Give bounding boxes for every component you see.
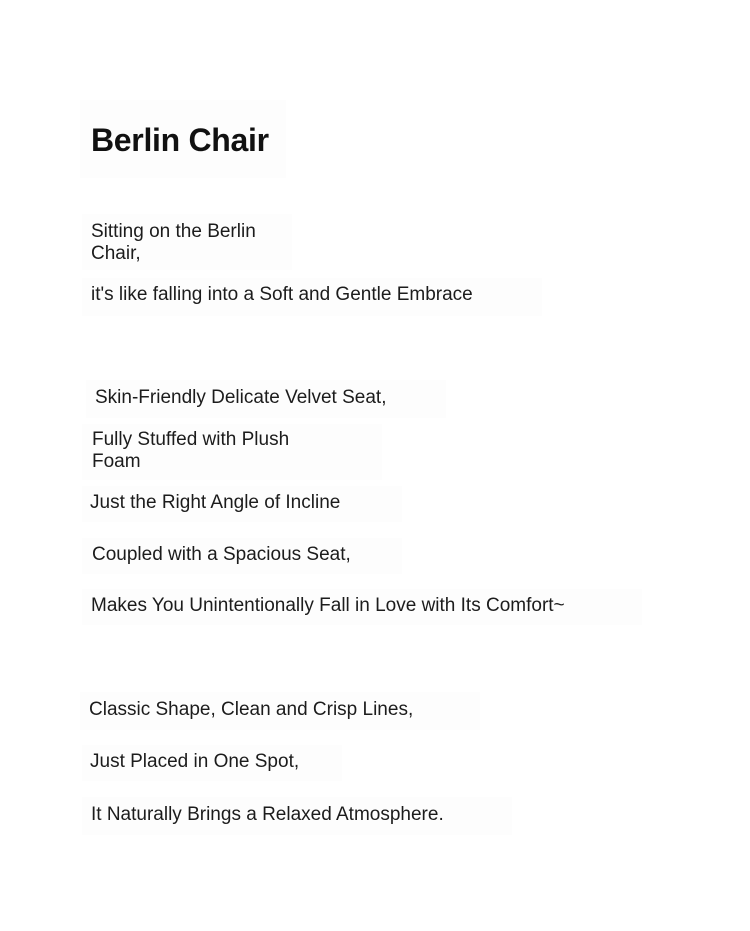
- design-line-1: Classic Shape, Clean and Crisp Lines,: [89, 699, 414, 720]
- comfort-line-2a: Fully Stuffed with Plush: [92, 429, 290, 450]
- intro-block-1: [82, 214, 292, 270]
- comfort-line-5: Makes You Unintentionally Fall in Love with Its Comfort~: [91, 595, 565, 616]
- title-block: [80, 100, 286, 178]
- comfort-block-3: [82, 486, 402, 522]
- design-line-2: Just Placed in One Spot,: [90, 751, 300, 772]
- comfort-line-2b: Foam: [92, 451, 141, 472]
- comfort-line-4: Coupled with a Spacious Seat,: [92, 544, 351, 565]
- comfort-block-5: [82, 589, 642, 625]
- comfort-block-2: [82, 424, 382, 480]
- design-block-3: [82, 797, 512, 835]
- comfort-block-4: [82, 538, 402, 574]
- comfort-block-1: [86, 380, 446, 418]
- page-title: Berlin Chair: [91, 122, 269, 158]
- design-block-1: [80, 692, 480, 730]
- design-line-3: It Naturally Brings a Relaxed Atmosphere.: [91, 804, 444, 825]
- intro-line-1b: Chair,: [91, 243, 141, 264]
- comfort-line-1: Skin-Friendly Delicate Velvet Seat,: [95, 387, 387, 408]
- intro-line-2: it's like falling into a Soft and Gentle Embrace: [91, 284, 473, 305]
- intro-line-1a: Sitting on the Berlin: [91, 221, 256, 242]
- intro-block-2: [82, 278, 542, 316]
- comfort-line-3: Just the Right Angle of Incline: [90, 492, 341, 513]
- design-block-2: [82, 745, 342, 781]
